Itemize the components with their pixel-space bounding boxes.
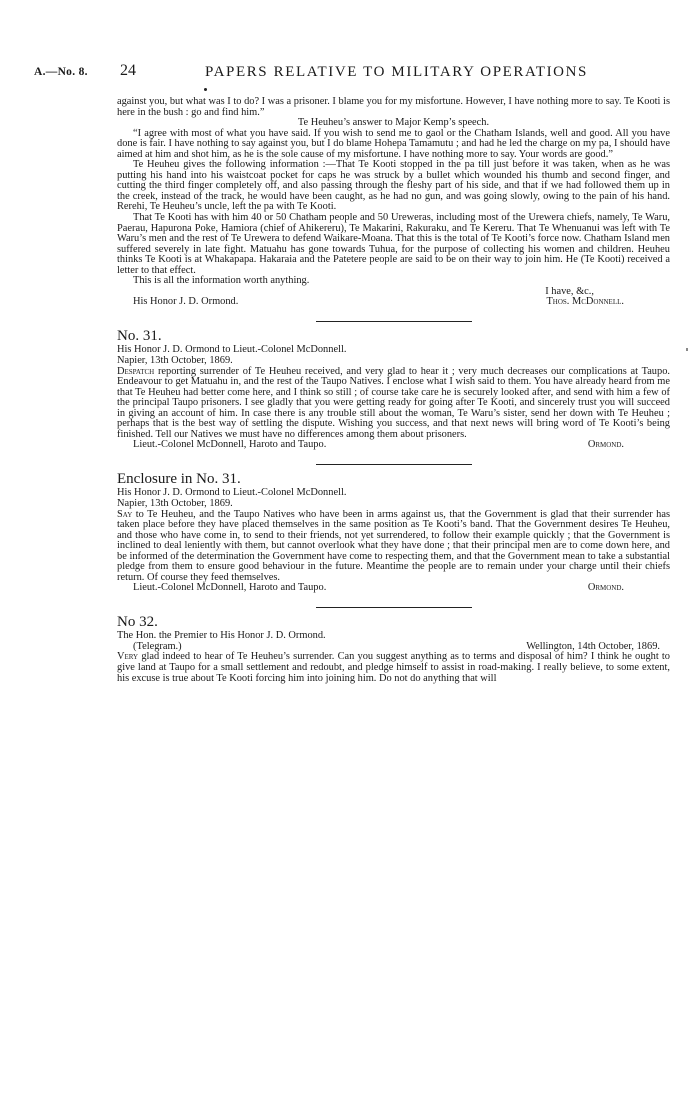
telegram-row [117,642,670,653]
document-heading-no32: No 32. [117,614,158,631]
section-divider [316,321,472,323]
section-divider [316,607,472,609]
signature-row [117,583,670,594]
enclosure-body [117,510,670,584]
final-remark: This is all the information worth anything. [133,275,310,287]
answer-heading: Te Heuheu’s answer to Major Kemp’s speech. [297,117,490,129]
dateline: Napier, 13th October, 1869. [117,354,233,366]
document-heading-no31: No. 31. [117,328,162,345]
dateline: Wellington, 14th October, 1869. [526,640,660,652]
lead-word: Despatch [117,365,155,377]
continuation-paragraph: against you, but what was I to do? I was a prisoner. I blame you for my misfortune. However, I have nothing more to say. Te Kooti is here in the bush : go and find him.” [117,96,670,118]
body-text: glad indeed to hear of Te Heuheu’s surrender. Can you suggest anything as to terms and disposal of him? I think he ought to give land at Taupo for a small settlement and redoubt, and pledge himself to assist in road-making. I really believe, to some extent, his excuse is true about Te Kooti forcing him into joining him. Do not do anything that will [117,651,670,684]
despatch-body [117,367,670,441]
dateline: Napier, 13th October, 1869. [117,497,233,509]
running-title: PAPERS RELATIVE TO MILITARY OPERATIONS [205,64,588,80]
closing-formula: I have, &c., [545,285,594,297]
document-body [117,97,670,684]
force-paragraph: That Te Kooti has with him 40 or 50 Chatham people and 50 Ureweras, including most of the Urewera chiefs, namely, Te Waru, Paerau, Hapurona Poke, Hamiora (chief of Ahikereru), Te Makarini, Rakuraku, and Te Kereru. That Te Whenuanui was left with Te Waru’s men and the rest of Te Urewera to defend Waikare-Moana. That this is the total of Te Kooti’s force now. Chatham Island men suffered severely in late fight. Matuahu has gone towards Tuhua, for the purpose of collecting his women and children. Heuheu thinks Te Kooti is at Whakapapa. Hakaraia and the Patetere people are said to be on their way to join him. He (Te Kooti) received a letter to that effect. [117,212,670,276]
signature: Ormond. [587,582,624,594]
paper-reference: A.—No. 8. [34,66,88,78]
signature: Ormond. [587,439,624,451]
addressee: Lieut.-Colonel McDonnell, Haroto and Taupo. [133,439,327,451]
lead-word: Very [117,651,139,663]
lead-word: Say [117,508,133,520]
body-text: to Te Heuheu, and the Taupo Natives who have been in arms against us, that the Government is glad that their surrender has taken place before they have placed themselves in the same position as Te Kooti’s band. That the Government desires Te Heuheu, and those who have come in, to send to their friends, not yet surrendered, to follow their example quickly ; that the Government is inclined to deal leniently with them, but cannot overlook what they have done ; that their principal men are to come down here, and be informed of the determination the Government have come to respecting them, and that the Government mean to take a substantial pledge from them to ensure good behaviour in the future. Meantime the people are to remain under your charge until their chiefs return. Of course they feed themselves. [117,508,670,583]
addressee: Lieut.-Colonel McDonnell, Haroto and Taupo. [133,582,327,594]
quoted-answer: “I agree with most of what you have said. If you wish to send me to gaol or the Chatham Islands, well and good. All you have done is fair. I have nothing to say against you, but I do blame Hohepa Tamamutu ; and had he led the charge on my pa, I should have aimed at him and shot him, as he is the sole cause of my misfortune. I have nothing more to say. Your words are good.” [117,127,670,160]
document-subtitle: His Honor J. D. Ormond to Lieut.-Colonel McDonnell. [117,487,347,499]
signature-row [117,440,670,451]
information-paragraph: Te Heuheu gives the following information :—That Te Kooti stopped in the pa till just before it was taken, when as he was putting his hand into his waistcoat pocket for caps he was struck by a bullet which wounded his thumb and second finger, and cutting the third finger completely off, and also passing through the fleshy part of his side, and that if we had followed them up in the creek, instead of the track, he would have been caught, as he had no gun, and was going slowly, owing to the pain of his hand. Rerehi, Te Heuheu’s uncle, left the pa with Te Kooti. [117,159,670,213]
page-number: 24 [120,62,136,79]
telegram-body [117,652,670,684]
margin-mark [686,348,688,351]
document-subtitle: His Honor J. D. Ormond to Lieut.-Colonel McDonnell. [117,344,347,356]
running-header [34,64,669,82]
section-divider [316,464,472,466]
signature: Thos. McDonnell. [546,296,624,308]
signature-row [117,297,670,308]
document-heading-enclosure: Enclosure in No. 31. [117,471,241,488]
body-text: reporting surrender of Te Heuheu received, and very glad to hear it ; very much decreases our complications at Taupo. Endeavour to get Matuahu in, and the rest of the Taupo Natives. I enclose what I wish said to them. You have already heard from me that Te Heuheu had better come here, and I think so still ; of course take care he is securely looked after, and send with him a few of the principal Taupo prisoners. I see gladly that you were getting ready for going after Te Kooti, and sincerely trust you will succeed in giving an account of him. In case there is any trouble still about the woman, Te Waru’s sister, send her down with Te Heuheu ; perhaps that is the best way of settling the dispute. Wishing you success, and that next news will bring word of Te Kooti’s being finished. Tell our Natives we must have no differences among them about prisoners. [117,365,670,440]
document-subtitle: The Hon. the Premier to His Honor J. D. Ormond. [117,630,326,642]
print-mark [204,88,207,91]
addressee: His Honor J. D. Ormond. [133,296,239,308]
telegram-label: (Telegram.) [133,640,182,652]
